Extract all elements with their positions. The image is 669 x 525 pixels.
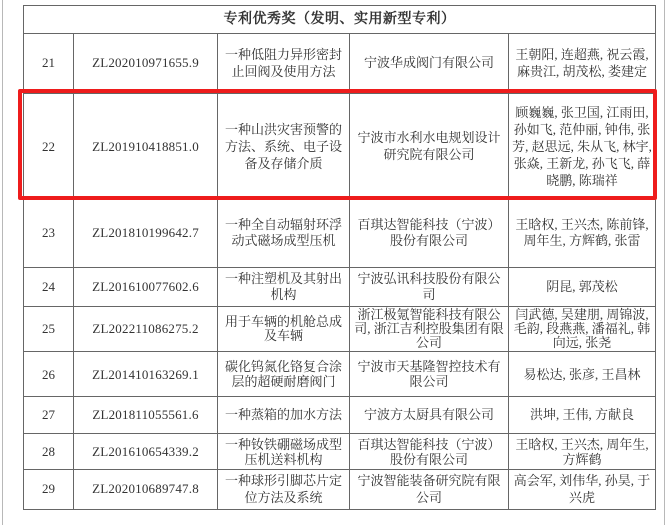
inventors-cell: 阴昆, 郭茂松	[509, 268, 656, 307]
company-cell: 宁波华成阀门有限公司	[350, 34, 509, 94]
row-number-cell: 23	[24, 199, 74, 268]
company-cell: 宁波市天基隆智控技术有限公司	[350, 352, 509, 397]
patent-table-body	[24, 6, 656, 510]
patent-title-cell: 用于车辆的机舱总成及车辆	[218, 307, 350, 352]
patent-number-cell: ZL202010971655.9	[74, 34, 218, 94]
inventors-cell: 高会军, 刘伟华, 孙昊, 于兴虎	[509, 470, 656, 510]
patent-title-cell: 一种注塑机及其射出机构	[218, 268, 350, 307]
company-cell: 百琪达智能科技（宁波）股份有限公司	[350, 434, 509, 470]
company-cell: 宁波市水利水电规划设计研究院有限公司	[350, 94, 509, 199]
patent-number-cell: ZL202010689747.8	[74, 470, 218, 510]
patent-number-cell: ZL201811055561.6	[74, 397, 218, 434]
inventors-cell: 王晗权, 王兴杰, 周年生, 方辉鹤	[509, 434, 656, 470]
inventors-cell: 易松达, 张彦, 王昌林	[509, 352, 656, 397]
inventors-cell: 闫武德, 吴建朋, 周锦波, 毛韵, 段燕燕, 潘福礼, 韩向远, 张尧	[509, 307, 656, 352]
patent-title-cell: 一种低阻力异形密封止回阀及使用方法	[218, 34, 350, 94]
patent-number-cell: ZL201610077602.6	[74, 268, 218, 307]
patent-award-table	[23, 5, 656, 510]
table-row-highlighted	[24, 94, 656, 199]
company-cell: 百琪达智能科技（宁波）股份有限公司	[350, 199, 509, 268]
row-number-cell: 26	[24, 352, 74, 397]
patent-title-cell: 一种蒸箱的加水方法	[218, 397, 350, 434]
row-number-cell: 22	[24, 94, 74, 199]
page-scan-edge-right	[664, 0, 665, 525]
patent-number-cell: ZL201910418851.0	[74, 94, 218, 199]
table-row	[24, 352, 656, 397]
patent-number-cell: ZL201810199642.7	[74, 199, 218, 268]
patent-number-cell: ZL201610654339.2	[74, 434, 218, 470]
company-cell: 宁波智能装备研究院有限公司	[350, 470, 509, 510]
inventors-cell: 王朝阳, 连超燕, 祝云霞, 麻贵江, 胡茂松, 娄建定	[509, 34, 656, 94]
company-cell: 浙江极氪智能科技有限公司, 浙江吉利控股集团有限公司	[350, 307, 509, 352]
row-number-cell: 21	[24, 34, 74, 94]
section-title: 专利优秀奖（发明、实用新型专利）	[24, 6, 656, 34]
page-scan-edge-left	[2, 0, 3, 525]
table-row	[24, 307, 656, 352]
table-row	[24, 199, 656, 268]
table-row	[24, 470, 656, 510]
table-row	[24, 268, 656, 307]
patent-title-cell: 一种全自动辐射环浮动式磁场成型压机	[218, 199, 350, 268]
section-title-row	[24, 6, 656, 34]
patent-number-cell: ZL201410163269.1	[74, 352, 218, 397]
table-row	[24, 397, 656, 434]
table-row	[24, 34, 656, 94]
patent-number-cell: ZL202211086275.2	[74, 307, 218, 352]
inventors-cell: 王晗权, 王兴杰, 陈前锋, 周年生, 方辉鹤, 张雷	[509, 199, 656, 268]
company-cell: 宁波弘讯科技股份有限公司	[350, 268, 509, 307]
patent-title-cell: 一种球形引脚芯片定位方法及系统	[218, 470, 350, 510]
table-row	[24, 434, 656, 470]
company-cell: 宁波方太厨具有限公司	[350, 397, 509, 434]
inventors-cell: 顾巍巍, 张卫国, 江雨田, 孙如飞, 范仲丽, 钟伟, 张芳, 赵思远, 朱从飞, 林宇, 张焱, 王新龙, 孙飞飞, 薛晓鹏, 陈瑞祥	[509, 94, 656, 199]
row-number-cell: 24	[24, 268, 74, 307]
patent-title-cell: 一种山洪灾害预警的方法、系统、电子设备及存储介质	[218, 94, 350, 199]
row-number-cell: 25	[24, 307, 74, 352]
patent-title-cell: 一种钕铁硼磁场成型压机送料机构	[218, 434, 350, 470]
patent-title-cell: 碳化钨氮化铬复合涂层的超硬耐磨阀门	[218, 352, 350, 397]
row-number-cell: 29	[24, 470, 74, 510]
inventors-cell: 洪坤, 王伟, 方献良	[509, 397, 656, 434]
row-number-cell: 28	[24, 434, 74, 470]
row-number-cell: 27	[24, 397, 74, 434]
